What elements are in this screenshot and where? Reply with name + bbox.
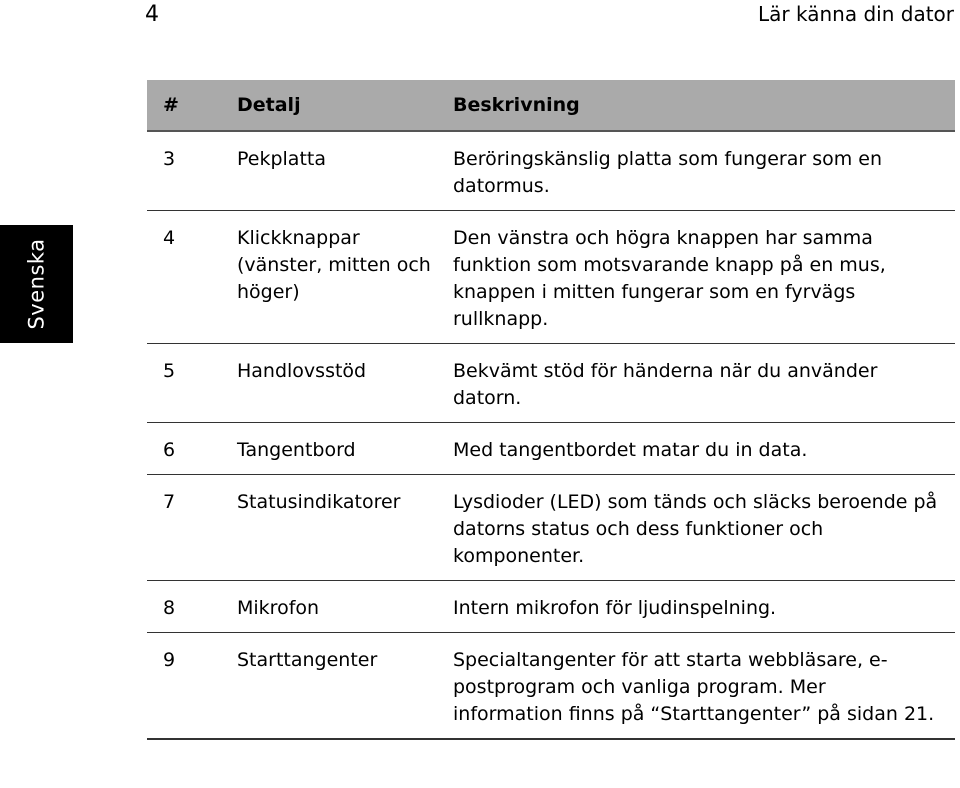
row-number: 3 bbox=[147, 131, 221, 211]
language-side-tab bbox=[0, 225, 73, 343]
row-item: Starttangenter bbox=[221, 633, 435, 740]
row-description: Den vänstra och högra knappen har samma funktion som motsvarande knapp på en mus, knappen i mitten fungerar som en fyrvägs rullknapp. bbox=[435, 211, 955, 344]
row-number: 8 bbox=[147, 581, 221, 633]
row-item: Handlovsstöd bbox=[221, 344, 435, 423]
component-table bbox=[147, 80, 955, 740]
row-item: Tangentbord bbox=[221, 423, 435, 475]
table-header-row bbox=[147, 80, 955, 131]
table-row bbox=[147, 423, 955, 475]
page-number: 4 bbox=[145, 2, 159, 27]
row-description: Intern mikrofon för ljudinspelning. bbox=[435, 581, 955, 633]
table-row bbox=[147, 475, 955, 581]
language-label: Svenska bbox=[24, 238, 49, 330]
column-header-description: Beskrivning bbox=[435, 80, 955, 131]
row-description: Lysdioder (LED) som tänds och släcks beroende på datorns status och dess funktioner och komponenter. bbox=[435, 475, 955, 581]
row-description: Med tangentbordet matar du in data. bbox=[435, 423, 955, 475]
table-row bbox=[147, 131, 955, 211]
row-item: Pekplatta bbox=[221, 131, 435, 211]
table-row bbox=[147, 344, 955, 423]
column-header-detail: Detalj bbox=[221, 80, 435, 131]
table-row bbox=[147, 633, 955, 740]
column-header-number: # bbox=[147, 80, 221, 131]
row-item: Statusindikatorer bbox=[221, 475, 435, 581]
table-row bbox=[147, 211, 955, 344]
row-number: 7 bbox=[147, 475, 221, 581]
row-item: Mikrofon bbox=[221, 581, 435, 633]
row-description: Specialtangenter för att starta webbläsare, e-postprogram och vanliga program. Mer information finns på “Starttangenter” på sidan 21. bbox=[435, 633, 955, 740]
table-row bbox=[147, 581, 955, 633]
row-number: 4 bbox=[147, 211, 221, 344]
row-number: 6 bbox=[147, 423, 221, 475]
row-number: 9 bbox=[147, 633, 221, 740]
row-number: 5 bbox=[147, 344, 221, 423]
row-item: Klickknappar (vänster, mitten och höger) bbox=[221, 211, 435, 344]
chapter-title: Lär känna din dator bbox=[758, 2, 954, 26]
row-description: Bekvämt stöd för händerna när du använder datorn. bbox=[435, 344, 955, 423]
row-description: Beröringskänslig platta som fungerar som en datormus. bbox=[435, 131, 955, 211]
